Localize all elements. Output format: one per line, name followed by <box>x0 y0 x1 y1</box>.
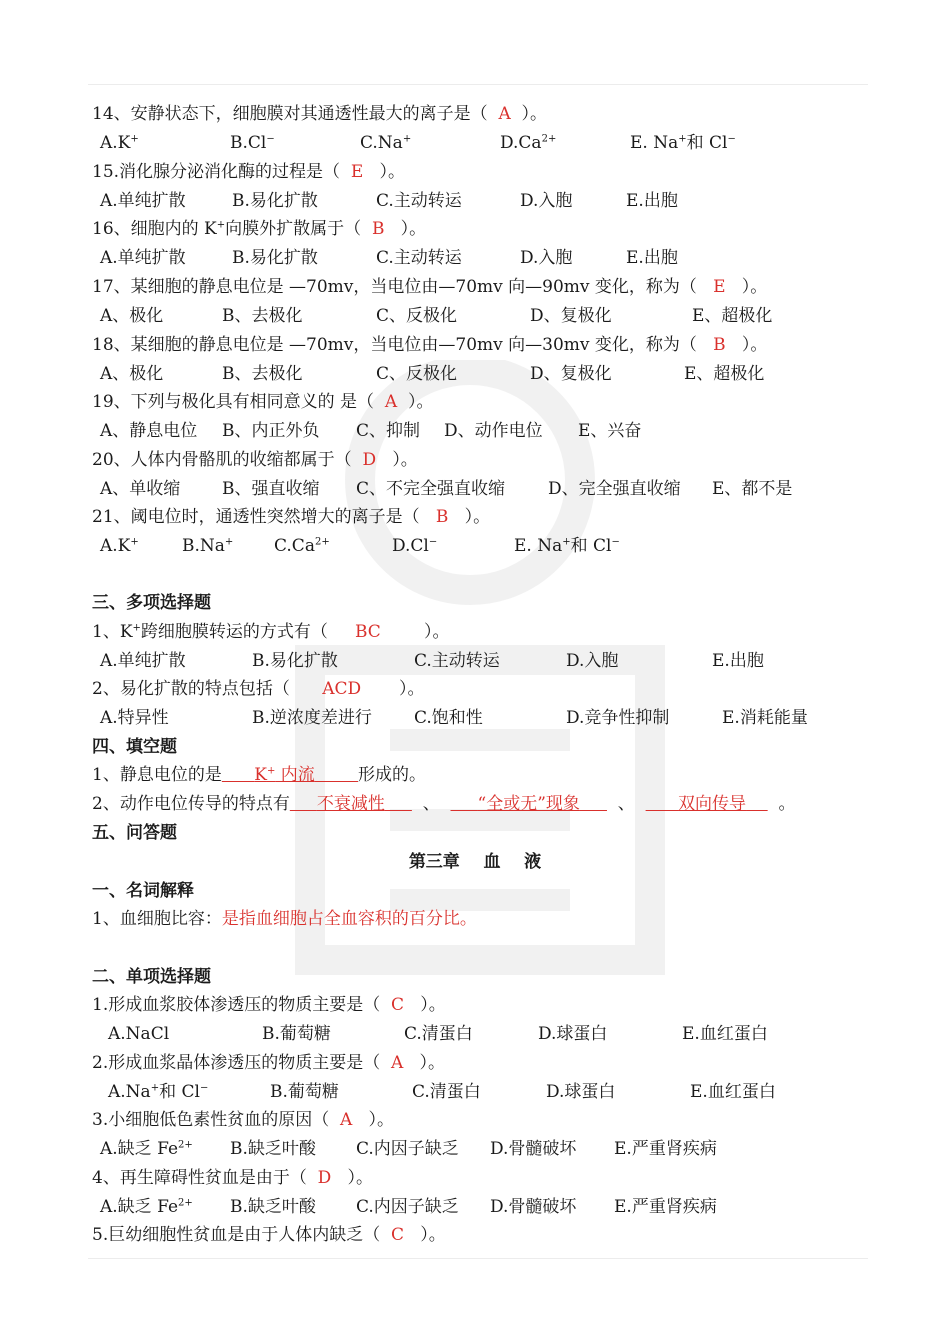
option-a: A、单收缩 <box>100 479 181 499</box>
multi-question-1: 1、K+跨细胞膜转运的方式有（ BC ）。 <box>92 622 450 642</box>
question-19: 19、下列与极化具有相同意义的 是（ A ）。 <box>92 392 434 412</box>
blood-question-5: 5.巨幼细胞性贫血是由于人体内缺乏（ C ）。 <box>92 1225 446 1245</box>
header-rule <box>88 84 868 85</box>
fill-answer-1: 不衰减性 <box>316 794 385 814</box>
section-heading-terms: 一、名词解释 <box>92 881 194 901</box>
answer: A <box>498 104 511 124</box>
answer: A <box>384 392 398 412</box>
option-a: A、极化 <box>100 364 164 384</box>
answer: A <box>391 1053 404 1073</box>
option-b: B.逆浓度差进行 <box>252 708 372 728</box>
option-d: D.骨髓破坏 <box>490 1139 577 1159</box>
option-e: E.严重肾疾病 <box>614 1139 717 1159</box>
option-c: C.饱和性 <box>414 708 483 728</box>
option-a: A.缺乏 $Fe^{2+}$ <box>100 1197 193 1217</box>
question-17: 17、某细胞的静息电位是 —70mv，当电位由—70mv 向—90mv 变化，称为（ E ）。 <box>92 277 768 297</box>
option-b: B.Na+ <box>182 536 234 556</box>
question-20: 20、人体内骨骼肌的收缩都属于（ D ）。 <box>92 450 418 470</box>
fill-answer-3: 双向传导 <box>678 794 747 814</box>
option-d: D、复极化 <box>530 364 612 384</box>
option-c: $C.Ca^{2+}$ <box>274 536 330 556</box>
answer: D <box>317 1168 332 1188</box>
option-e: E、超极化 <box>692 306 773 326</box>
option-c: C.主动转运 <box>376 248 462 268</box>
option-a: A.K+ <box>100 536 139 556</box>
option-a: A.单纯扩散 <box>100 651 186 671</box>
answer: C <box>391 1225 405 1245</box>
option-a: A、极化 <box>100 306 164 326</box>
option-d: D.竞争性抑制 <box>566 708 670 728</box>
option-a: A.K+ <box>100 133 139 153</box>
question-14: 14、安静状态下，细胞膜对其通透性最大的离子是（ A ）。 <box>92 104 548 124</box>
option-b: B.易化扩散 <box>252 651 338 671</box>
chapter-title: 第三章 血 液 <box>408 852 542 872</box>
option-b: B.易化扩散 <box>232 248 318 268</box>
option-e: E.出胞 <box>626 191 678 211</box>
blood-question-3: 3.小细胞低色素性贫血的原因（ A ）。 <box>92 1110 395 1130</box>
question-18: 18、某细胞的静息电位是 —70mv，当电位由—70mv 向—30mv 变化，称为（ B ）。 <box>92 335 768 355</box>
option-e: E. Na+和 Cl− <box>514 536 620 556</box>
option-a: A、静息电位 <box>100 421 198 441</box>
option-e: E.出胞 <box>626 248 678 268</box>
option-c: C.主动转运 <box>376 191 462 211</box>
option-c: C.清蛋白 <box>412 1082 481 1102</box>
option-b: B.Cl− <box>230 133 275 153</box>
option-b: B.葡萄糖 <box>262 1024 331 1044</box>
question-15: 15.消化腺分泌消化酶的过程是（ E ）。 <box>92 162 405 182</box>
option-a: A.Na+和 Cl− <box>108 1082 209 1102</box>
option-e: E. Na+和 Cl− <box>630 133 736 153</box>
option-b: B、内正外负 <box>222 421 320 441</box>
answer: A <box>340 1110 353 1130</box>
answer: E <box>350 162 364 182</box>
option-a: A.缺乏 $Fe^{2+}$ <box>100 1139 193 1159</box>
answer: B <box>371 219 385 239</box>
option-c: C、不完全强直收缩 <box>356 479 506 499</box>
option-d: D.入胞 <box>520 191 573 211</box>
option-e: E.消耗能量 <box>722 708 808 728</box>
option-b: B.缺乏叶酸 <box>230 1197 316 1217</box>
option-c: C.清蛋白 <box>404 1024 473 1044</box>
section-heading-single-choice: 二、单项选择题 <box>92 967 211 987</box>
option-d: D.入胞 <box>566 651 619 671</box>
fill-question-2: 2、动作电位传导的特点有 不衰减性 、 “全或无”现象 、 双向传导 。 <box>92 794 796 814</box>
blood-question-4: 4、再生障碍性贫血是由于（ D ）。 <box>92 1168 373 1188</box>
fill-question-1: 1、静息电位的是 K+ 内流 形成的。 <box>92 765 426 785</box>
answer: 是指血细胞占全血容积的百分比。 <box>221 909 477 929</box>
option-b: B、去极化 <box>222 364 303 384</box>
option-a: A.特异性 <box>100 708 169 728</box>
question-16: 16、细胞内的 K+向膜外扩散属于（ B ）。 <box>92 219 427 239</box>
option-a: A.单纯扩散 <box>100 191 186 211</box>
option-d: D、复极化 <box>530 306 612 326</box>
answer: B <box>713 335 726 355</box>
option-c: C.Na+ <box>360 133 412 153</box>
option-e: E、超极化 <box>684 364 765 384</box>
option-c: C.主动转运 <box>414 651 500 671</box>
blood-question-2: 2.形成血浆晶体渗透压的物质主要是（ A ）。 <box>92 1053 446 1073</box>
option-b: B.葡萄糖 <box>270 1082 339 1102</box>
option-d: $D.Ca^{2+}$ <box>500 133 557 153</box>
answer: B <box>435 507 449 527</box>
option-c: C、反极化 <box>376 364 458 384</box>
option-d: D.球蛋白 <box>538 1024 608 1044</box>
option-d: D、动作电位 <box>444 421 543 441</box>
section-heading-multiple-choice: 三、多项选择题 <box>92 593 211 613</box>
option-b: B.缺乏叶酸 <box>230 1139 316 1159</box>
option-a: A.单纯扩散 <box>100 248 186 268</box>
option-c: C、抑制 <box>356 421 421 441</box>
option-e: E.血红蛋白 <box>690 1082 776 1102</box>
option-d: D、完全强直收缩 <box>548 479 681 499</box>
option-d: D.入胞 <box>520 248 573 268</box>
option-e: E.出胞 <box>712 651 764 671</box>
answer: BC <box>354 622 381 642</box>
option-e: E、兴奋 <box>578 421 642 441</box>
answer: D <box>362 450 377 470</box>
option-d: D.Cl− <box>392 536 438 556</box>
option-d: D.球蛋白 <box>546 1082 616 1102</box>
section-heading-fill-blank: 四、填空题 <box>92 737 177 757</box>
blood-question-1: 1.形成血浆胶体渗透压的物质主要是（ C ）。 <box>92 995 446 1015</box>
fill-answer: K+ 内流 <box>254 765 315 785</box>
footer-rule <box>88 1258 868 1259</box>
option-e: E、都不是 <box>712 479 793 499</box>
answer: C <box>391 995 405 1015</box>
option-d: D.骨髓破坏 <box>490 1197 577 1217</box>
fill-answer-2: “全或无”现象 <box>477 794 580 814</box>
option-c: C.内因子缺乏 <box>356 1197 459 1217</box>
answer: ACD <box>322 679 362 699</box>
answer: E <box>713 277 726 297</box>
multi-question-2: 2、易化扩散的特点包括（ ACD ）。 <box>92 679 425 699</box>
option-b: B、去极化 <box>222 306 303 326</box>
option-a: A.NaCl <box>108 1024 170 1044</box>
option-b: B、强直收缩 <box>222 479 320 499</box>
definition-1: 1、血细胞比容：是指血细胞占全血容积的百分比。 <box>92 909 477 929</box>
question-21: 21、阈电位时，通透性突然增大的离子是（ B ）。 <box>92 507 491 527</box>
option-e: E.血红蛋白 <box>682 1024 768 1044</box>
option-b: B.易化扩散 <box>232 191 318 211</box>
option-e: E.严重肾疾病 <box>614 1197 717 1217</box>
option-c: C.内因子缺乏 <box>356 1139 459 1159</box>
section-heading-qa: 五、问答题 <box>92 823 177 843</box>
option-c: C、反极化 <box>376 306 458 326</box>
